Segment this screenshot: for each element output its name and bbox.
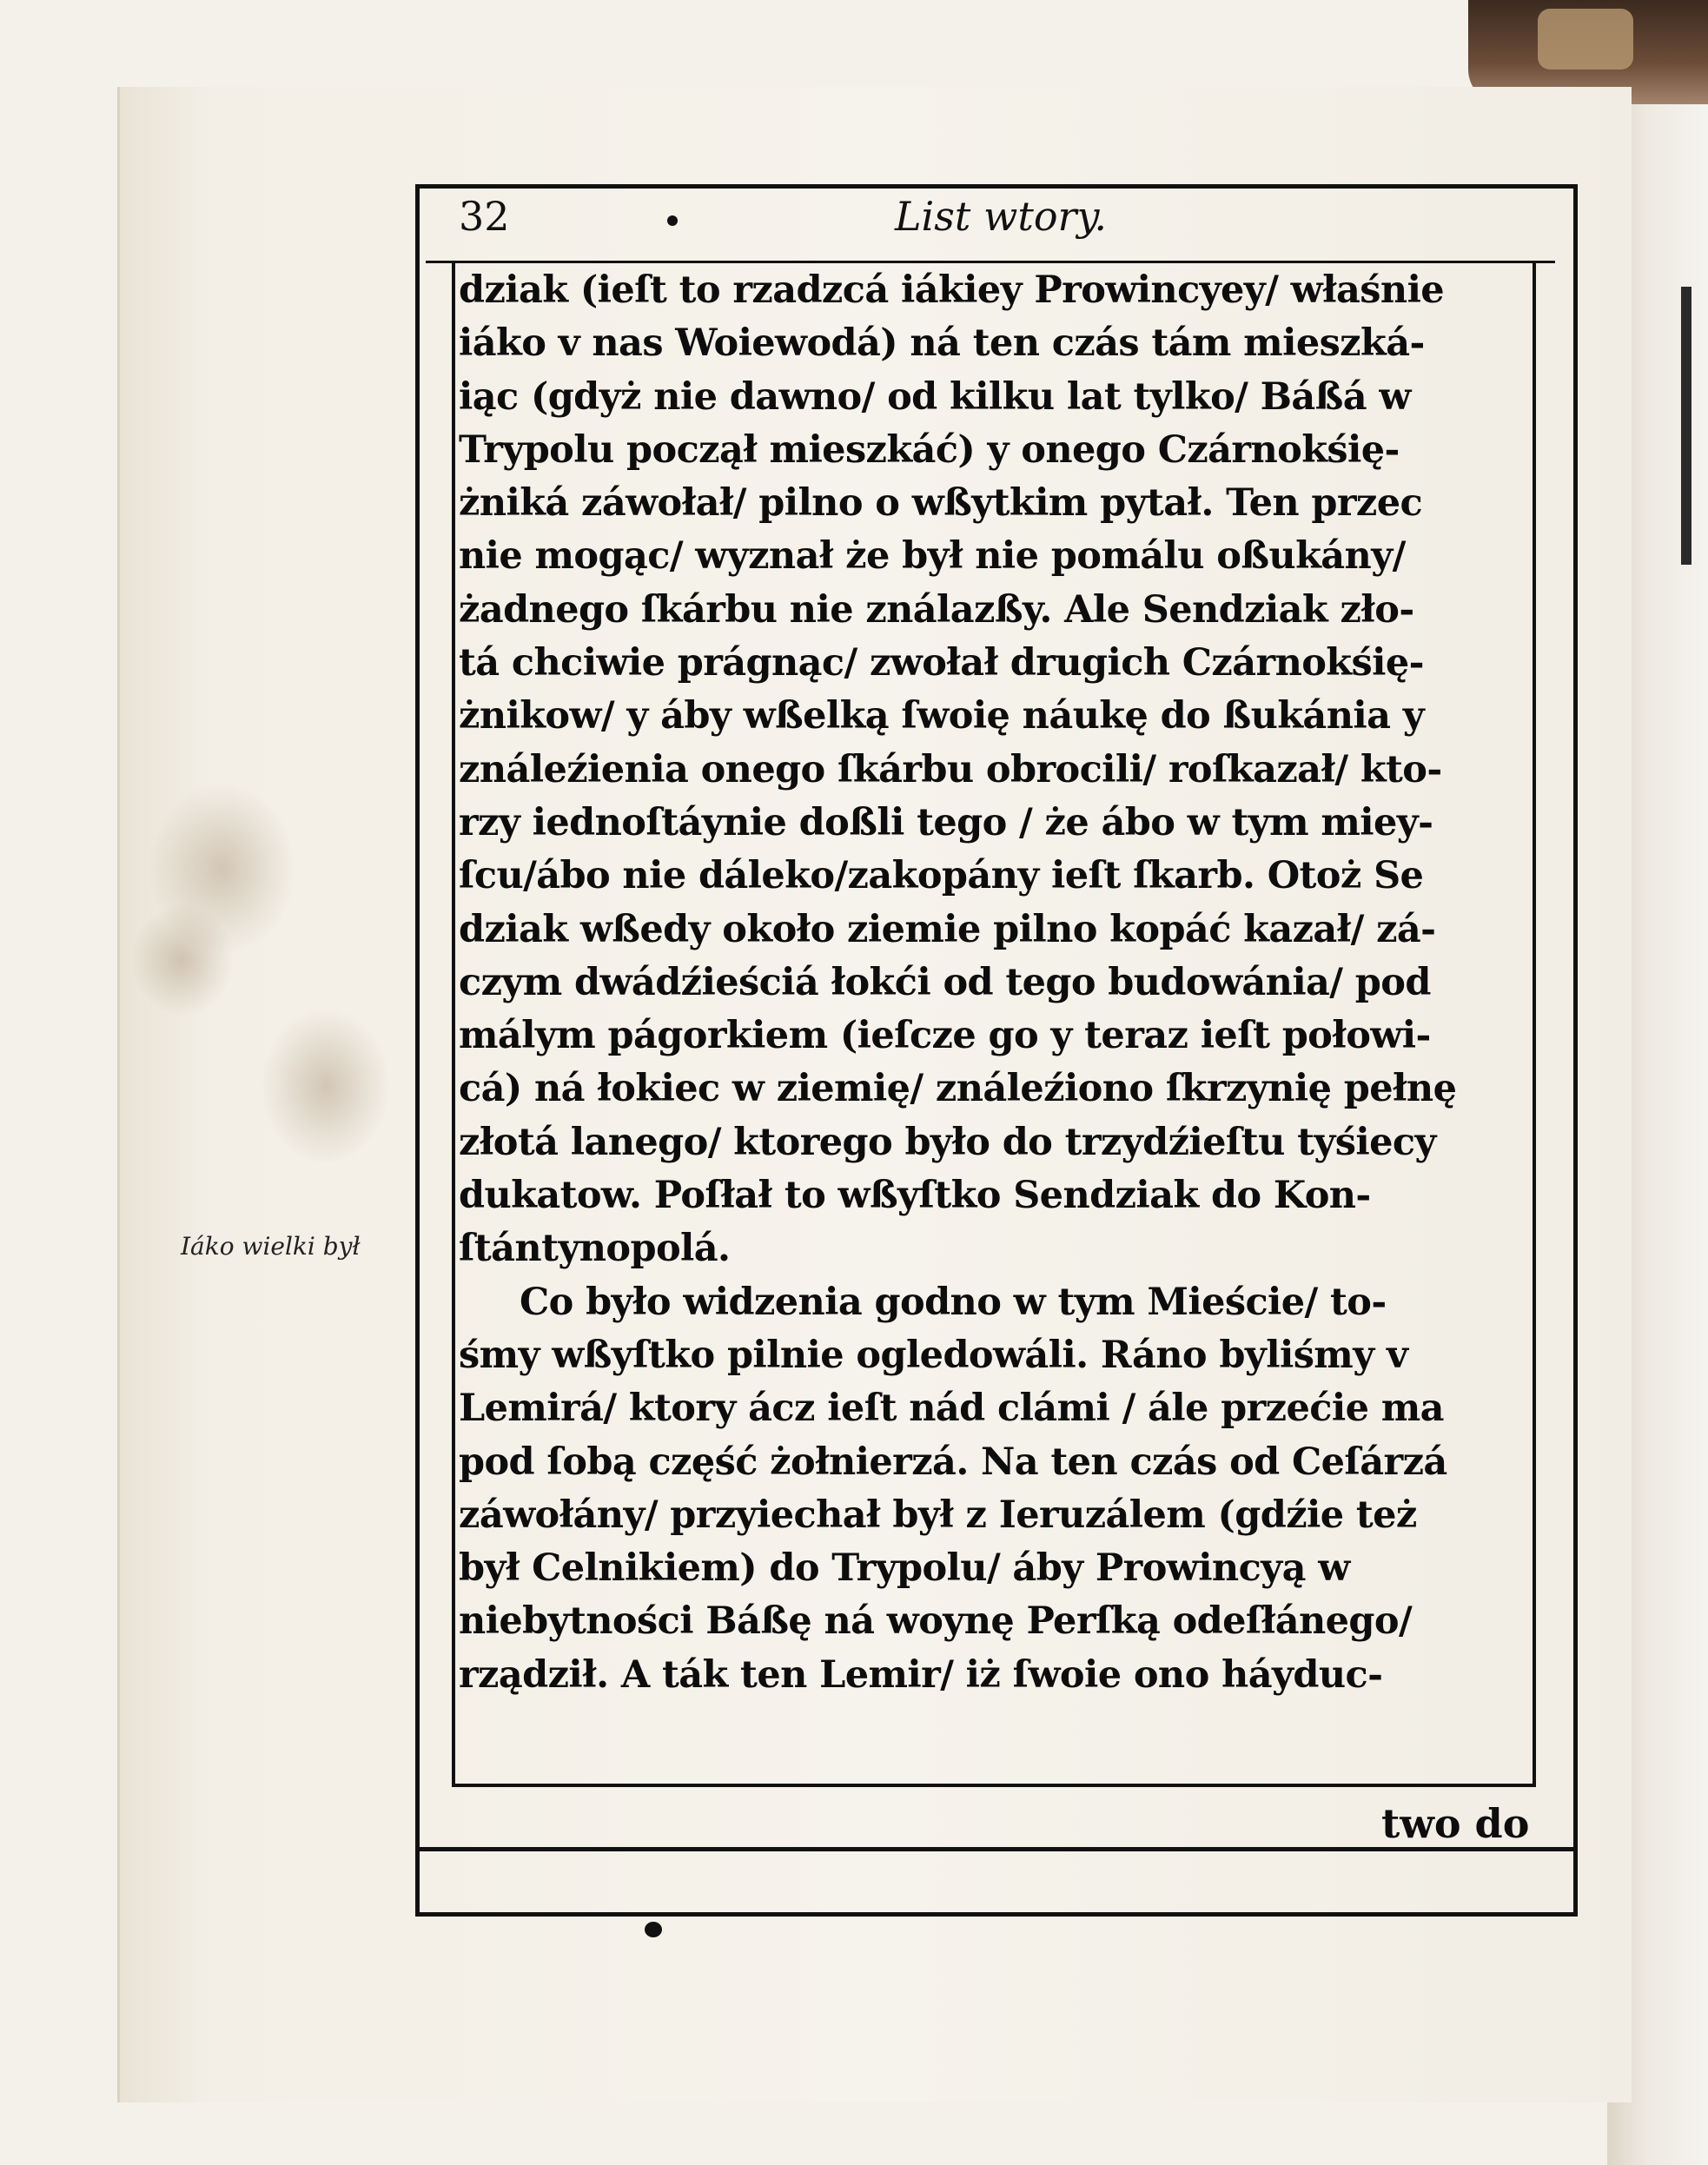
text-line: dziak wßedy około ziemie pilno kopáć kazał/ zá- bbox=[459, 907, 1436, 951]
text-line: żniká záwołał/ pilno o wßytkim pytał. Ten przec bbox=[459, 481, 1423, 526]
text-line: rządził. A ták ten Lemir/ iż ſwoie ono háyduc- bbox=[459, 1652, 1383, 1697]
text-line: żnikow/ y áby wßelką ſwoię náukę do ßukánia y bbox=[459, 694, 1425, 738]
text-line: ználeźienia onego ſkárbu obrocili/ roſkazał/ kto- bbox=[459, 747, 1442, 791]
text-line: złotá lanego/ ktorego było do trzydźieſtu tyśiecy bbox=[459, 1120, 1436, 1164]
text-line: ſtántynopolá. bbox=[459, 1227, 731, 1271]
text-line: záwołány/ przyiechał był z Ieruzálem (gdźie też bbox=[459, 1493, 1417, 1537]
ink-dot bbox=[645, 1922, 662, 1937]
header-ornament-dot bbox=[667, 215, 678, 226]
text-line: żadnego ſkárbu nie ználazßy. Ale Sendziak zło- bbox=[459, 587, 1414, 632]
paper-stain bbox=[130, 904, 235, 1016]
binding-strap bbox=[1538, 9, 1633, 70]
text-line: pod ſobą część żołnierzá. Na ten czás od Ceſárzá bbox=[459, 1440, 1447, 1484]
paragraph-start-line: Co było widzenia godno w tym Mieście/ to- bbox=[520, 1280, 1387, 1324]
text-line: Trypolu począł mieszkáć) y onego Czárnokśię- bbox=[459, 427, 1400, 472]
text-line: iąc (gdyż nie dawno/ od kilku lat tylko/ Báßá w bbox=[459, 374, 1411, 419]
text-line: śmy wßyſtko pilnie ogledowáli. Ráno byliśmy v bbox=[459, 1333, 1408, 1377]
footer-rule bbox=[415, 1847, 1578, 1851]
text-line: málym págorkiem (ieſcze go y teraz ieſt połowi- bbox=[459, 1014, 1431, 1058]
margin-note: Iáko wielki był bbox=[181, 1232, 361, 1261]
catchword: two do bbox=[1381, 1800, 1530, 1847]
text-line: był Celnikiem) do Trypolu/ áby Prowincyą w bbox=[459, 1546, 1350, 1591]
text-line: tá chciwie prágnąc/ zwołał drugich Czárnokśię- bbox=[459, 641, 1424, 685]
text-line: cá) ná łokiec w ziemię/ ználeźiono ſkrzynię pełnę bbox=[459, 1067, 1457, 1111]
running-title: List wtory. bbox=[895, 193, 1108, 240]
text-line: dukatow. Poſłał to wßyſtko Sendziak do Kon- bbox=[459, 1174, 1371, 1218]
text-line: niebytności Báßę ná woynę Perſką odeſłánego/ bbox=[459, 1599, 1413, 1644]
text-line: nie mogąc/ wyznał że był nie pomálu oßukány/ bbox=[459, 534, 1406, 579]
text-line: dziak (ieſt to rzadzcá iákiey Prowincyey/ właśnie bbox=[459, 268, 1445, 312]
page-number: 32 bbox=[459, 193, 510, 240]
paper-stain bbox=[261, 1008, 391, 1164]
page-edge-shadow bbox=[1681, 287, 1691, 565]
text-line: ſcu/ábo nie dáleko/zakopány ieſt ſkarb. Otoż Se bbox=[459, 854, 1424, 898]
text-line: rzy iednoſtáynie doßli tego / że ábo w tym miey- bbox=[459, 800, 1433, 844]
text-line: czym dwádźieściá łokći od tego budowánia/ pod bbox=[459, 960, 1431, 1004]
text-line: iáko v nas Woiewodá) ná ten czás tám mieszká- bbox=[459, 321, 1425, 366]
text-line: Lemirá/ ktory ácz ieſt nád clámi / ále przećie ma bbox=[459, 1387, 1444, 1431]
body-text bbox=[459, 264, 1529, 1702]
